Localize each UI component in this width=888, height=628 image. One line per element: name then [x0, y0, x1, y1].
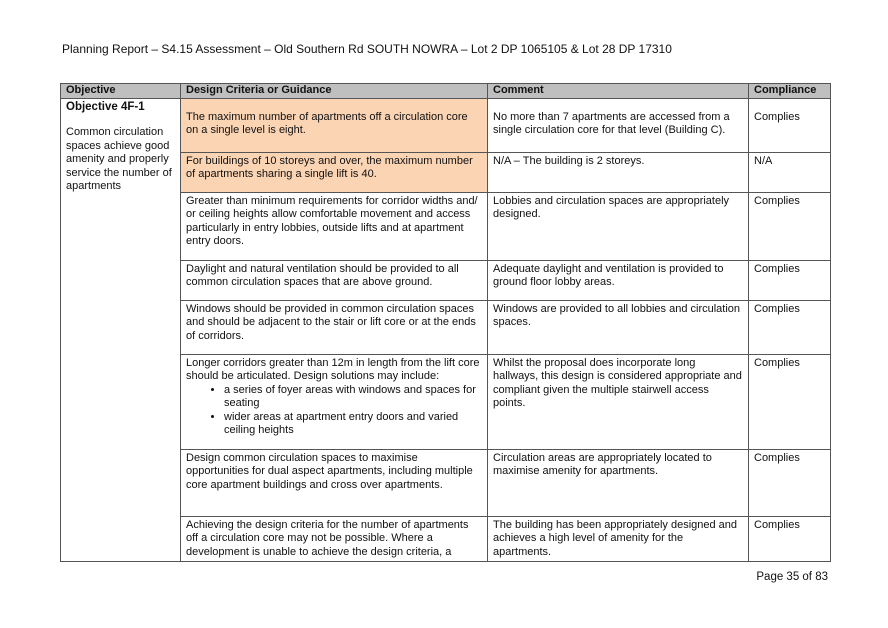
compliance-cell: Complies [749, 98, 831, 152]
compliance-cell: Complies [749, 192, 831, 260]
column-header-comment: Comment [488, 84, 749, 99]
objective-cell [61, 98, 181, 562]
comment-cell: The building has been appropriately designed and achieves a high level of amenity for the apartments. [488, 516, 749, 562]
comment-cell: N/A – The building is 2 storeys. [488, 152, 749, 192]
criteria-cell: Greater than minimum requirements for corridor widths and/ or ceiling heights allow comfortable movement and access particularly in entry lobbies, outside lifts and at apartment entry doors. [181, 192, 488, 260]
compliance-cell: Complies [749, 300, 831, 354]
criteria-bullet-list [186, 384, 482, 438]
comment-cell: Windows are provided to all lobbies and circulation spaces. [488, 300, 749, 354]
compliance-cell: Complies [749, 354, 831, 449]
criteria-cell: The maximum number of apartments off a circulation core on a single level is eight. [181, 98, 488, 152]
compliance-cell: Complies [749, 260, 831, 300]
objective-title: Objective 4F-1 [66, 100, 145, 113]
criteria-cell: Daylight and natural ventilation should be provided to all common circulation spaces that are above ground. [181, 260, 488, 300]
column-header-criteria: Design Criteria or Guidance [181, 84, 488, 99]
assessment-table [60, 83, 831, 562]
criteria-cell: Windows should be provided in common circulation spaces and should be adjacent to the stair or lift core or at the ends of corridors. [181, 300, 488, 354]
criteria-cell: For buildings of 10 storeys and over, the maximum number of apartments sharing a single lift is 40. [181, 152, 488, 192]
list-item: • a series of foyer areas with windows and spaces for seating [224, 384, 482, 411]
comment-cell: Lobbies and circulation spaces are appropriately designed. [488, 192, 749, 260]
compliance-cell: N/A [749, 152, 831, 192]
table-header-row [61, 84, 831, 99]
report-header: Planning Report – S4.15 Assessment – Old Southern Rd SOUTH NOWRA – Lot 2 DP 1065105 & Lot 28 DP 17310 [62, 42, 672, 56]
comment-cell: Adequate daylight and ventilation is provided to ground floor lobby areas. [488, 260, 749, 300]
criteria-cell: Design common circulation spaces to maximise opportunities for dual aspect apartments, including multiple core apartment buildings and cross over apartments. [181, 449, 488, 516]
page-number: Page 35 of 83 [756, 571, 828, 583]
comment-cell: Circulation areas are appropriately located to maximise amenity for apartments. [488, 449, 749, 516]
compliance-cell: Complies [749, 516, 831, 562]
objective-description: Common circulation spaces achieve good amenity and properly service the number of apartments [66, 126, 172, 192]
comment-cell: Whilst the proposal does incorporate long hallways, this design is considered appropriate and compliant given the multiple stairwell access points. [488, 354, 749, 449]
criteria-intro: Longer corridors greater than 12m in length from the lift core should be articulated. Design solutions may include: [186, 356, 480, 382]
column-header-compliance: Compliance [749, 84, 831, 99]
criteria-cell: Achieving the design criteria for the number of apartments off a circulation core may not be possible. Where a development is unable to achieve the design criteria, a [181, 516, 488, 562]
criteria-cell [181, 354, 488, 449]
list-item: • wider areas at apartment entry doors and varied ceiling heights [224, 411, 482, 438]
compliance-cell: Complies [749, 449, 831, 516]
column-header-objective: Objective [61, 84, 181, 99]
table-row [61, 98, 831, 152]
comment-cell: No more than 7 apartments are accessed from a single circulation core for that level (Building C). [488, 98, 749, 152]
